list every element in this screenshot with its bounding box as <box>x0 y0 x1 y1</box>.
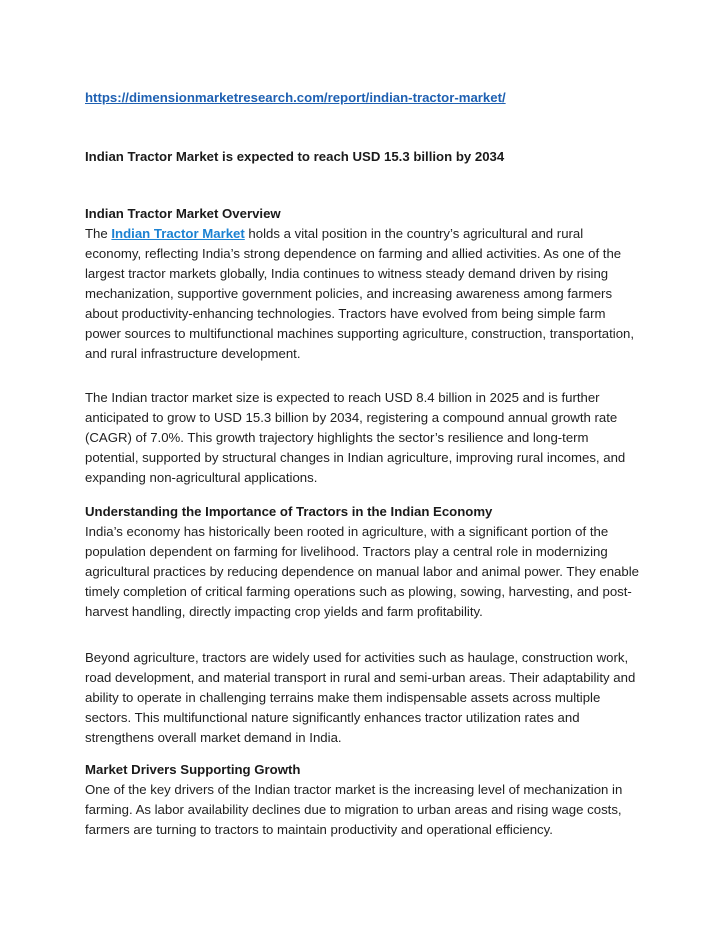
overview-text-after-link: holds a vital position in the country’s agricultural and rural economy, reflecting India’s strong dependence on farming and allied activities. As one of the largest tractor markets globally, India continues to witness steady demand driven by rising mechanization, supportive government policies, and increasing awareness among farmers about productivity-enhancing technologies. Tractors have evolved from being simple farm power sources to multifunctional machines supporting agriculture, construction, transportation, and rural infrastructure development. <box>85 226 635 361</box>
document-content <box>85 88 641 840</box>
drivers-paragraph: One of the key drivers of the Indian tractor market is the increasing level of mechanization in farming. As labor availability declines due to migration to urban areas and rising wage costs, farmers are turning to tractors to maintain productivity and operational efficiency. <box>85 782 623 837</box>
overview-paragraph <box>85 224 641 364</box>
overview-text-before-link: The <box>85 226 112 241</box>
beyond-agriculture-paragraph: Beyond agriculture, tractors are widely used for activities such as haulage, construction work, road development, and material transport in rural and semi-urban areas. Their adaptability and ability to operate in challenging terrains make them indispensable assets across multiple sectors. This multifunctional nature significantly enhances tractor utilization rates and strengthens overall market demand in India. <box>85 650 636 745</box>
drivers-section-heading: Market Drivers Supporting Growth <box>85 762 301 777</box>
report-url-paragraph <box>85 88 641 108</box>
market-size-paragraph: The Indian tractor market size is expected to reach USD 8.4 billion in 2025 and is further anticipated to grow to USD 15.3 billion by 2034, registering a compound annual growth rate (CAGR) of 7.0%. This growth trajectory highlights the sector’s resilience and long-term potential, supported by structural changes in Indian agriculture, improving rural incomes, and expanding non-agricultural applications. <box>85 390 626 485</box>
overview-section-heading: Indian Tractor Market Overview <box>85 206 281 221</box>
indian-tractor-market-link[interactable]: Indian Tractor Market <box>111 226 245 241</box>
report-url-link[interactable]: https://dimensionmarketresearch.com/report/indian-tractor-market/ <box>85 90 506 105</box>
document-headline: Indian Tractor Market is expected to reach USD 15.3 billion by 2034 <box>85 149 505 164</box>
importance-paragraph: India’s economy has historically been rooted in agriculture, with a significant portion of the population dependent on farming for livelihood. Tractors play a central role in modernizing agricultural practices by reducing dependence on manual labor and animal power. They enable timely completion of critical farming operations such as plowing, sowing, harvesting, and post-harvest handling, directly impacting crop yields and farm profitability. <box>85 524 639 619</box>
importance-section-heading: Understanding the Importance of Tractors in the Indian Economy <box>85 504 493 519</box>
